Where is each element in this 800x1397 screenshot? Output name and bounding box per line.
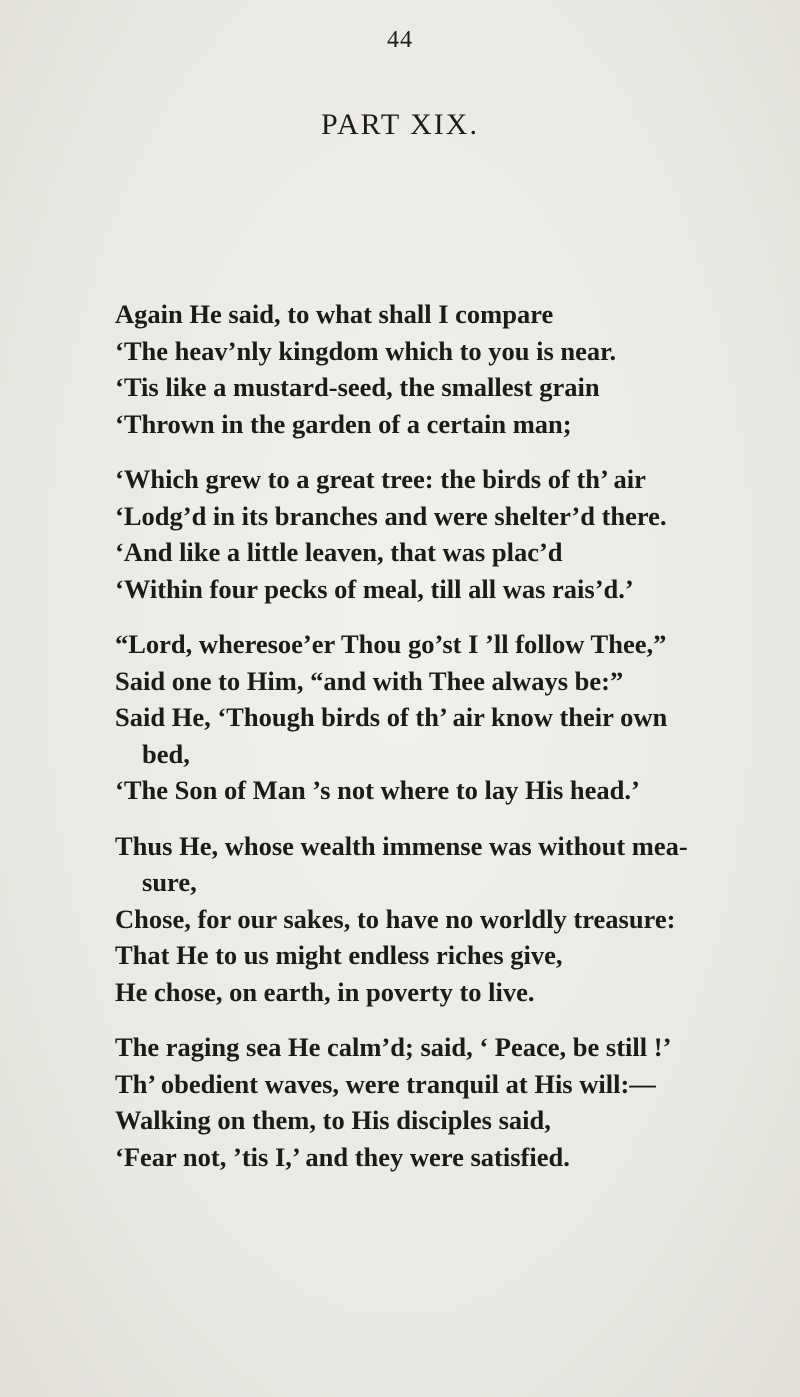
poem-line: ‘Thrown in the garden of a certain man; bbox=[115, 408, 572, 439]
poem-line: “Lord, wheresoe’er Thou go’st I ’ll follow Thee,” bbox=[115, 629, 667, 659]
poem-line: Said one to Him, “and with Thee always be:” bbox=[115, 665, 624, 696]
poem-body bbox=[115, 296, 800, 1194]
poem-line-continuation: sure, bbox=[142, 867, 197, 897]
poem-line: Th’ obedient waves, were tranquil at His will:— bbox=[115, 1068, 656, 1099]
poem-line: He chose, on earth, in poverty to live. bbox=[115, 976, 535, 1007]
poem-line: Walking on them, to His disciples said, bbox=[115, 1105, 551, 1135]
poem-line: ‘Which grew to a great tree: the birds of th’ air bbox=[115, 464, 646, 494]
stanza bbox=[115, 461, 800, 607]
poem-line: That He to us might endless riches give, bbox=[115, 940, 563, 970]
poem-line: ‘Lodg’d in its branches and were shelter’d there. bbox=[115, 500, 667, 531]
poem-line: ‘Fear not, ’tis I,’ and they were satisfied. bbox=[115, 1141, 570, 1172]
stanza bbox=[115, 296, 800, 442]
poem-line: The raging sea He calm’d; said, ‘ Peace, be still !’ bbox=[115, 1032, 672, 1062]
poem-line: Said He, ‘Though birds of th’ air know their own bbox=[115, 702, 668, 732]
poem-line: Thus He, whose wealth immense was without mea- bbox=[115, 830, 688, 861]
poem-line: ‘Tis like a mustard-seed, the smallest grain bbox=[115, 372, 600, 402]
poem-line: ‘The heav’nly kingdom which to you is near. bbox=[115, 335, 617, 366]
poem-line: ‘The Son of Man ’s not where to lay His head.’ bbox=[115, 775, 640, 805]
poem-line: ‘And like a little leaven, that was plac’d bbox=[115, 537, 563, 567]
part-heading: PART XIX. bbox=[321, 108, 479, 141]
poem-line: ‘Within four pecks of meal, till all was rais’d.’ bbox=[115, 573, 634, 604]
poem-line-continuation: bed, bbox=[142, 738, 190, 769]
stanza bbox=[115, 828, 800, 1011]
stanza bbox=[115, 1029, 800, 1175]
poem-line: Chose, for our sakes, to have no worldly treasure: bbox=[115, 903, 676, 934]
poem-line: Again He said, to what shall I compare bbox=[115, 299, 554, 329]
stanza bbox=[115, 626, 800, 809]
page-number: 44 bbox=[387, 27, 413, 53]
